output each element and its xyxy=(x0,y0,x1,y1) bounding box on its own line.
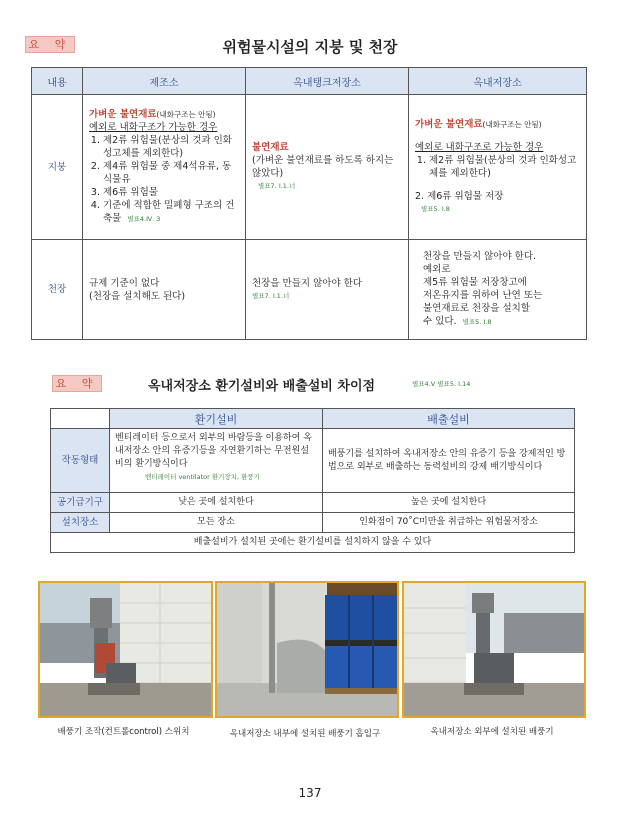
ceiling-storage-line6: 수 있다. xyxy=(423,316,457,327)
summary-badge-2: 요 약 xyxy=(52,375,102,392)
intake-row xyxy=(51,493,575,513)
header-blank xyxy=(51,409,110,429)
table-header-row xyxy=(32,68,587,95)
location-row xyxy=(51,513,575,533)
roof-factory-cell xyxy=(83,95,246,240)
roof-factory-list xyxy=(89,134,239,226)
roof-factory-ref: 별표4.Ⅳ. 3 xyxy=(127,215,161,223)
header-factory: 제조소 xyxy=(83,68,246,95)
list-item: 4. 기준에 적합한 밀폐형 구조의 건축물 별표4.Ⅳ. 3 xyxy=(103,199,239,226)
footer-row xyxy=(51,533,575,553)
roof-factory-exception: 예외로 내화구조가 가능한 경우 xyxy=(89,122,218,133)
photo-exterior-fan xyxy=(402,581,586,718)
ceiling-storage-line3: 제5류 위험물 저장창고에 xyxy=(423,277,527,288)
list-item: 2. 제4류 위험물 중 제4석유류, 동식물유 xyxy=(103,160,239,186)
header-indoor-tank: 옥내탱크저장소 xyxy=(246,68,409,95)
photo-caption-2: 옥내저장소 내부에 설치된 배풍기 흡입구 xyxy=(229,729,381,739)
section2-title: 옥내저장소 환기설비와 배출설비 차이점 xyxy=(148,379,376,394)
location-label: 설치장소 xyxy=(51,513,110,533)
ceiling-storage-line5: 불연재료로 천장을 설치할 xyxy=(423,303,530,314)
ceiling-factory-cell xyxy=(83,240,246,340)
roof-storage-lead: 가벼운 불연재료 xyxy=(415,119,483,130)
roof-storage-cell xyxy=(409,95,587,240)
photo-caption-1: 배풍기 조작(컨트롤control) 스위치 xyxy=(57,727,190,737)
header-ventilation: 환기설비 xyxy=(110,409,323,429)
header-content: 내용 xyxy=(32,68,83,95)
table-header-row xyxy=(51,409,575,429)
roof-storage-list xyxy=(415,154,580,180)
intake-label: 공기급기구 xyxy=(51,493,110,513)
intake-vent: 낮은 곳에 설치한다 xyxy=(110,493,323,513)
roof-tank-lead: 불연재료 xyxy=(252,142,289,153)
operation-exhaust-text: 배풍기를 설치하여 옥내저장소 안의 유증기 등을 강제적인 방법으로 외부로 배출하는 동력설비의 강제 배기방식이다 xyxy=(323,429,575,493)
operation-vent-note: 벤티레이터 ventilator 환기장치, 환풍기 xyxy=(145,473,260,481)
roof-factory-lead: 가벼운 불연재료 xyxy=(89,109,157,120)
photo-caption-3: 옥내저장소 외부에 설치된 배풍기 xyxy=(430,727,554,737)
roof-storage-item2: 2. 제6류 위험물 저장 xyxy=(415,191,504,202)
intake-exhaust: 높은 곳에 설치한다 xyxy=(323,493,575,513)
table-footer-note: 배출설비가 설치된 곳에는 환기설비를 설치하지 않을 수 있다 xyxy=(51,533,575,553)
photo-exhaust-switch xyxy=(38,581,213,718)
vent-exhaust-table xyxy=(50,408,575,553)
header-exhaust: 배출설비 xyxy=(323,409,575,429)
ceiling-row xyxy=(32,240,587,340)
roof-tank-cell xyxy=(246,95,409,240)
roof-tank-text: (가벼운 불연재료를 하도록 하지는 않았다) xyxy=(252,155,394,179)
ceiling-storage-cell xyxy=(409,240,587,340)
operation-vent-text: 벤티레이터 등으로서 외부의 바람등을 이용하여 옥내저장소 안의 유증기등을 자연환기하는 무전원설비의 환기방식이다 xyxy=(115,433,312,469)
header-indoor-storage: 옥내저장소 xyxy=(409,68,587,95)
ceiling-tank-cell xyxy=(246,240,409,340)
roof-storage-exception: 예외로 내화구조로 가능한 경우 xyxy=(415,142,544,153)
location-vent: 모든 장소 xyxy=(110,513,323,533)
summary-badge-1: 요 약 xyxy=(25,36,75,53)
ceiling-storage-line4: 저온유지를 위하여 난연 또는 xyxy=(423,290,543,301)
ceiling-label: 천장 xyxy=(32,240,83,340)
location-exhaust: 인화점이 70˚C미만을 취급하는 위험물저장소 xyxy=(323,513,575,533)
roof-row xyxy=(32,95,587,240)
ceiling-factory-line2: (천장을 설치해도 된다) xyxy=(89,290,186,302)
roof-tank-ref: 별표7. Ⅰ.1.너 xyxy=(258,182,296,190)
ceiling-storage-line2: 예외로 xyxy=(423,264,451,275)
list-item: 1. 제2류 위험물(분상의 것과 인화성고체를 제외한다) xyxy=(429,154,580,180)
operation-row xyxy=(51,429,575,493)
ceiling-tank-ref: 별표7. Ⅰ.1.너 xyxy=(252,291,290,300)
section2-title-ref: 별표4.Ⅴ 별표5. Ⅰ.14 xyxy=(412,380,471,388)
ceiling-storage-ref: 별표5. Ⅰ.8 xyxy=(462,318,492,326)
section1-title: 위험물시설의 지붕 및 천장 xyxy=(222,38,398,56)
roof-label: 지붕 xyxy=(32,95,83,240)
ceiling-storage-line1: 천장을 만들지 않아야 한다. xyxy=(423,251,537,262)
photo-interior-intake xyxy=(215,581,399,718)
operation-label: 작동형태 xyxy=(51,429,110,493)
page-number: 137 xyxy=(298,786,322,800)
roof-storage-ref: 별표5. Ⅰ.8 xyxy=(421,205,450,213)
list-item: 1. 제2류 위험물(분상의 것과 인화성고체를 제외한다) xyxy=(103,134,239,160)
roof-storage-note: (내화구조는 안됨) xyxy=(482,120,542,129)
operation-vent-cell xyxy=(110,429,323,493)
ceiling-tank-text: 천장을 만들지 않아야 한다 xyxy=(252,277,363,289)
ceiling-factory-line1: 규제 기준이 없다 xyxy=(89,277,160,289)
roof-factory-note: (내화구조는 안됨) xyxy=(156,110,216,119)
list-item: 3. 제6류 위험물 xyxy=(103,186,239,199)
roof-ceiling-table xyxy=(31,67,587,340)
